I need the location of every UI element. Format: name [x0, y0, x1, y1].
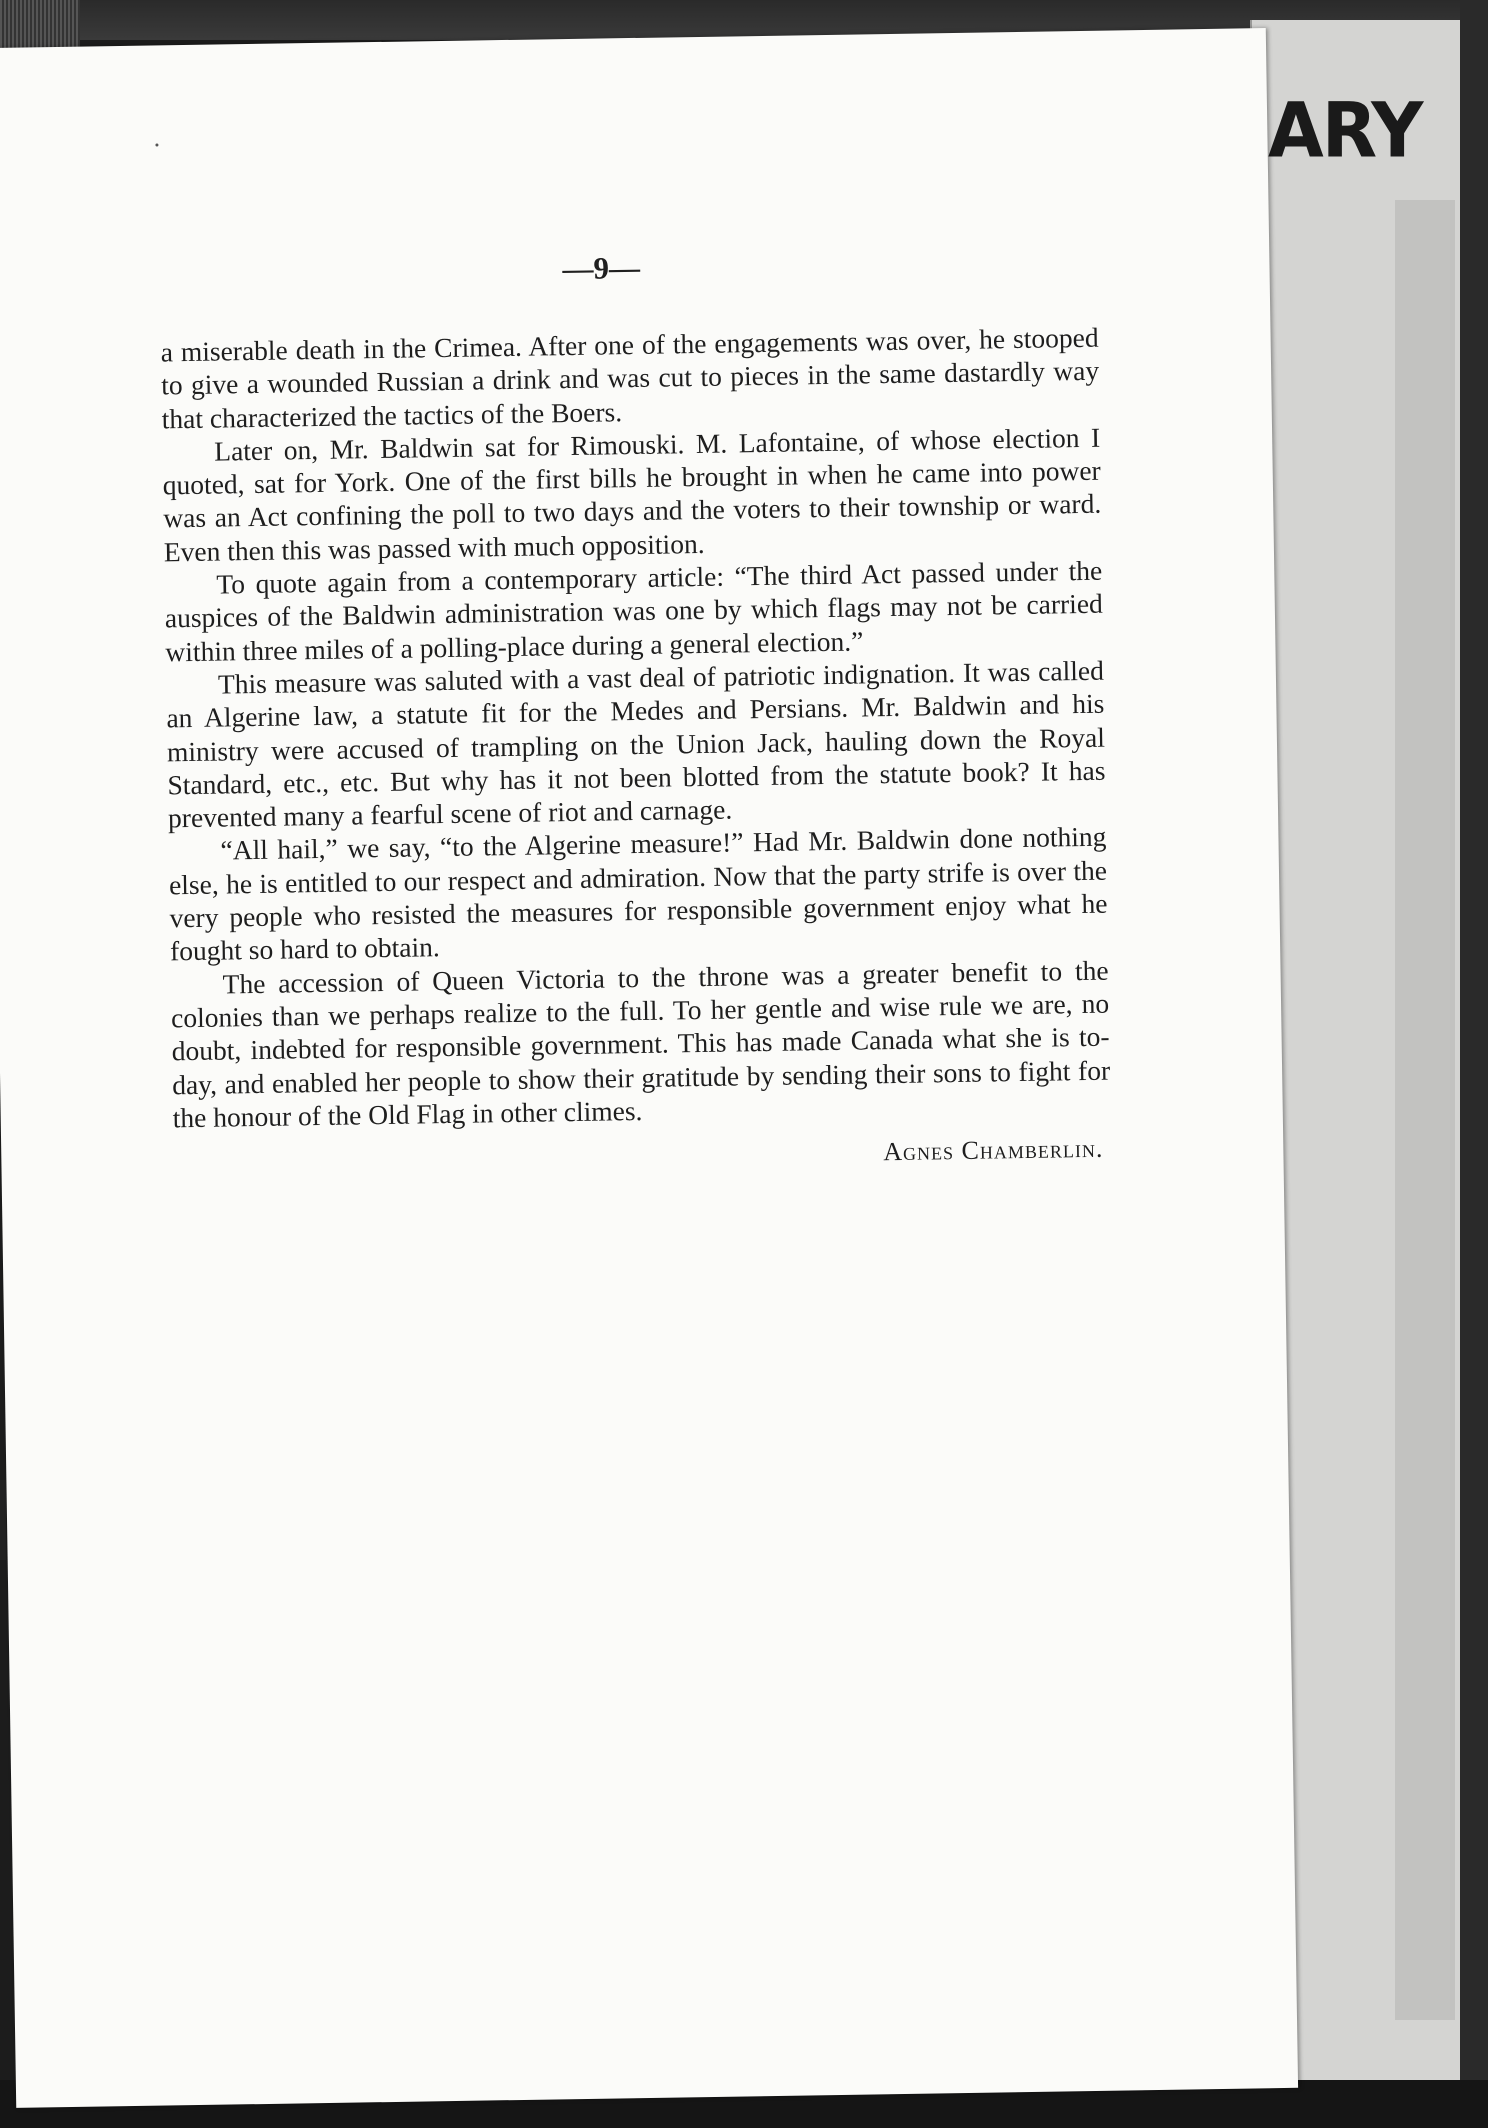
- author-signature: Agnes Chamberlin.: [882, 1133, 1104, 1167]
- paragraph: This measure was saluted with a vast deal of patriotic indignation. It was called an Algerine law, a statute fit for the Medes and Persians. Mr. Baldwin and his ministry were accused of trampling on the Union Jack, hauling down the Royal Standard, etc., etc. But why has it not been blotted from the statute book? It has prevented many a fearful scene of riot and carnage.: [166, 654, 1106, 834]
- library-stamp-text: ARY: [1268, 85, 1422, 175]
- article-body: [160, 321, 1111, 1180]
- left-edge-mark: [0, 1480, 6, 1560]
- dust-speck: [155, 143, 158, 146]
- page-number: —9—: [562, 249, 641, 287]
- paragraph: Later on, Mr. Baldwin sat for Rimouski. M. Lafontaine, of whose election I quoted, sat for York. One of the first bills he brought in when he came into power was an Act confining the poll to two days and the voters to their township or ward. Even then this was passed with much opposition.: [162, 421, 1102, 568]
- paragraph: To quote again from a contemporary article: “The third Act passed under the auspices of the Baldwin administration was one by which flags may not be carried within three miles of a polling-place during a general election.”: [164, 554, 1104, 668]
- book-spine: [1460, 0, 1488, 2128]
- document-page: [0, 28, 1298, 2108]
- back-sheet-shadow: [1395, 200, 1455, 2020]
- paragraph: a miserable death in the Crimea. After one of the engagements was over, he stooped to give a wounded Russian a drink and was cut to pieces in the same dastardly way that characterized the tactics of the Boers.: [160, 321, 1100, 435]
- paragraph: “All hail,” we say, “to the Algerine measure!” Had Mr. Baldwin done nothing else, he is entitled to our respect and admiration. Now that the party strife is over the very people who resisted the measures for responsible government enjoy what he fought so hard to obtain.: [168, 821, 1108, 967]
- paragraph: The accession of Queen Victoria to the throne was a greater benefit to the colonies than we perhaps realize to the full. To her gentle and wise rule we are, no doubt, indebted for responsible government. This has made Canada what she is to-day, and enabled her people to show their gratitude by sending their sons to fight for the honour of the Old Flag in other climes.: [170, 954, 1111, 1134]
